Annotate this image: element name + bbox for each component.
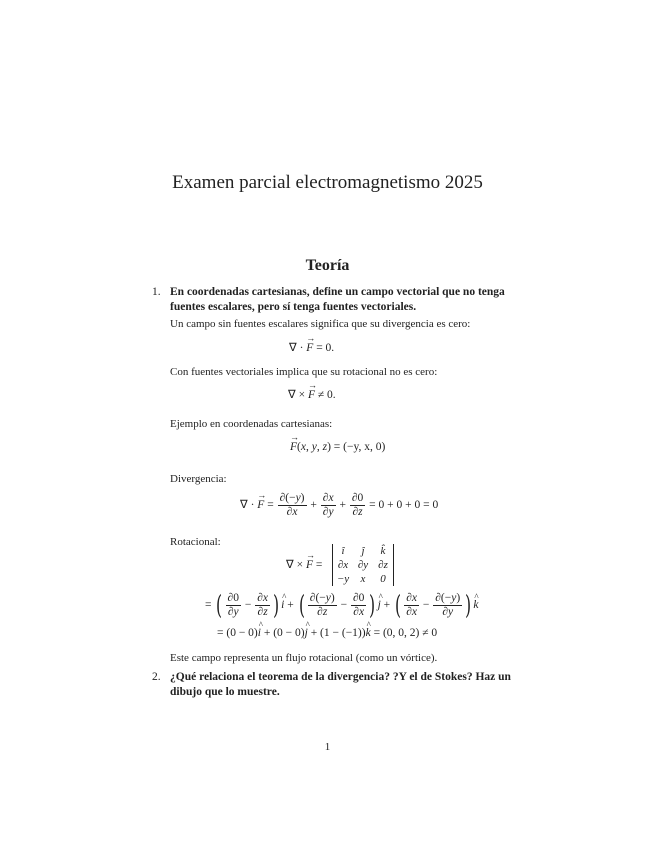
question-number: 1.: [152, 286, 161, 298]
equation-divergence-zero: ∇ · → F = 0.: [289, 340, 334, 354]
equation-curl-nonzero: ∇ × → F ≠ 0.: [288, 387, 336, 401]
det-cell: ĵ: [361, 545, 365, 557]
equation-curl-expansion: = ( $\frac{\partial 0}{\partial y}$ − $\frac{\partial x}{\partial z}$ )^ i + ( $\frac{\partial(-y)}{\partial z}$ − $\frac{\partial 0}{\partial x}$ )^ j + ( $\frac{\partial x}{\partial x}$ − $\frac{\partial(-y)}{\partial y}$ )^ k: [205, 592, 478, 619]
det-cell: ∂z: [378, 559, 388, 571]
section-heading: Teoría: [305, 257, 350, 274]
answer-paragraph: Un campo sin fuentes escalares significa que su divergencia es cero:: [170, 318, 471, 330]
det-cell: −y: [336, 573, 350, 585]
document-title: Examen parcial electromagnetismo 2025: [172, 172, 483, 193]
equation-curl-lhs: ∇ × → F =: [286, 557, 322, 571]
equation-divergence-computation: ∇ · → F = $\frac{\partial(-y)}{\partial x}$ + $\frac{\partial x}{\partial y}$ + $\frac{\partial 0}{\partial z}$ = 0 + 0 + 0 = 0: [240, 492, 438, 519]
question-text: En coordenadas cartesianas, define un campo vectorial que no tenga fuentes escalares, pero sí tenga fuentes vectoriales.: [170, 286, 505, 313]
answer-paragraph: Divergencia:: [170, 473, 227, 485]
page-number: 1: [324, 741, 331, 753]
equation-curl-result: = (0 − 0)^ i + (0 − 0)^ j + (1 − (−1))^ k = (0, 0, 2) ≠ 0: [217, 627, 437, 639]
question-text: ¿Qué relaciona el teorema de la divergencia? ?Y el de Stokes? Haz un dibujo que lo muestre.: [170, 671, 511, 698]
curl-determinant: [332, 544, 394, 586]
question-number: 2.: [152, 671, 161, 683]
equation-field-definition: → F(x, y, z) = (−y, x, 0): [290, 441, 385, 453]
det-cell: î: [341, 545, 345, 557]
det-cell: x: [360, 573, 366, 585]
answer-paragraph: Rotacional:: [170, 536, 221, 548]
det-cell: ∂x: [337, 559, 349, 571]
answer-paragraph: Ejemplo en coordenadas cartesianas:: [170, 418, 333, 430]
det-cell: 0: [380, 573, 386, 585]
answer-paragraph: Con fuentes vectoriales implica que su rotacional no es cero:: [170, 366, 438, 378]
det-cell: ∂y: [357, 559, 369, 571]
answer-paragraph: Este campo representa un flujo rotacional (como un vórtice).: [170, 652, 438, 664]
det-cell: k̂: [380, 545, 386, 557]
